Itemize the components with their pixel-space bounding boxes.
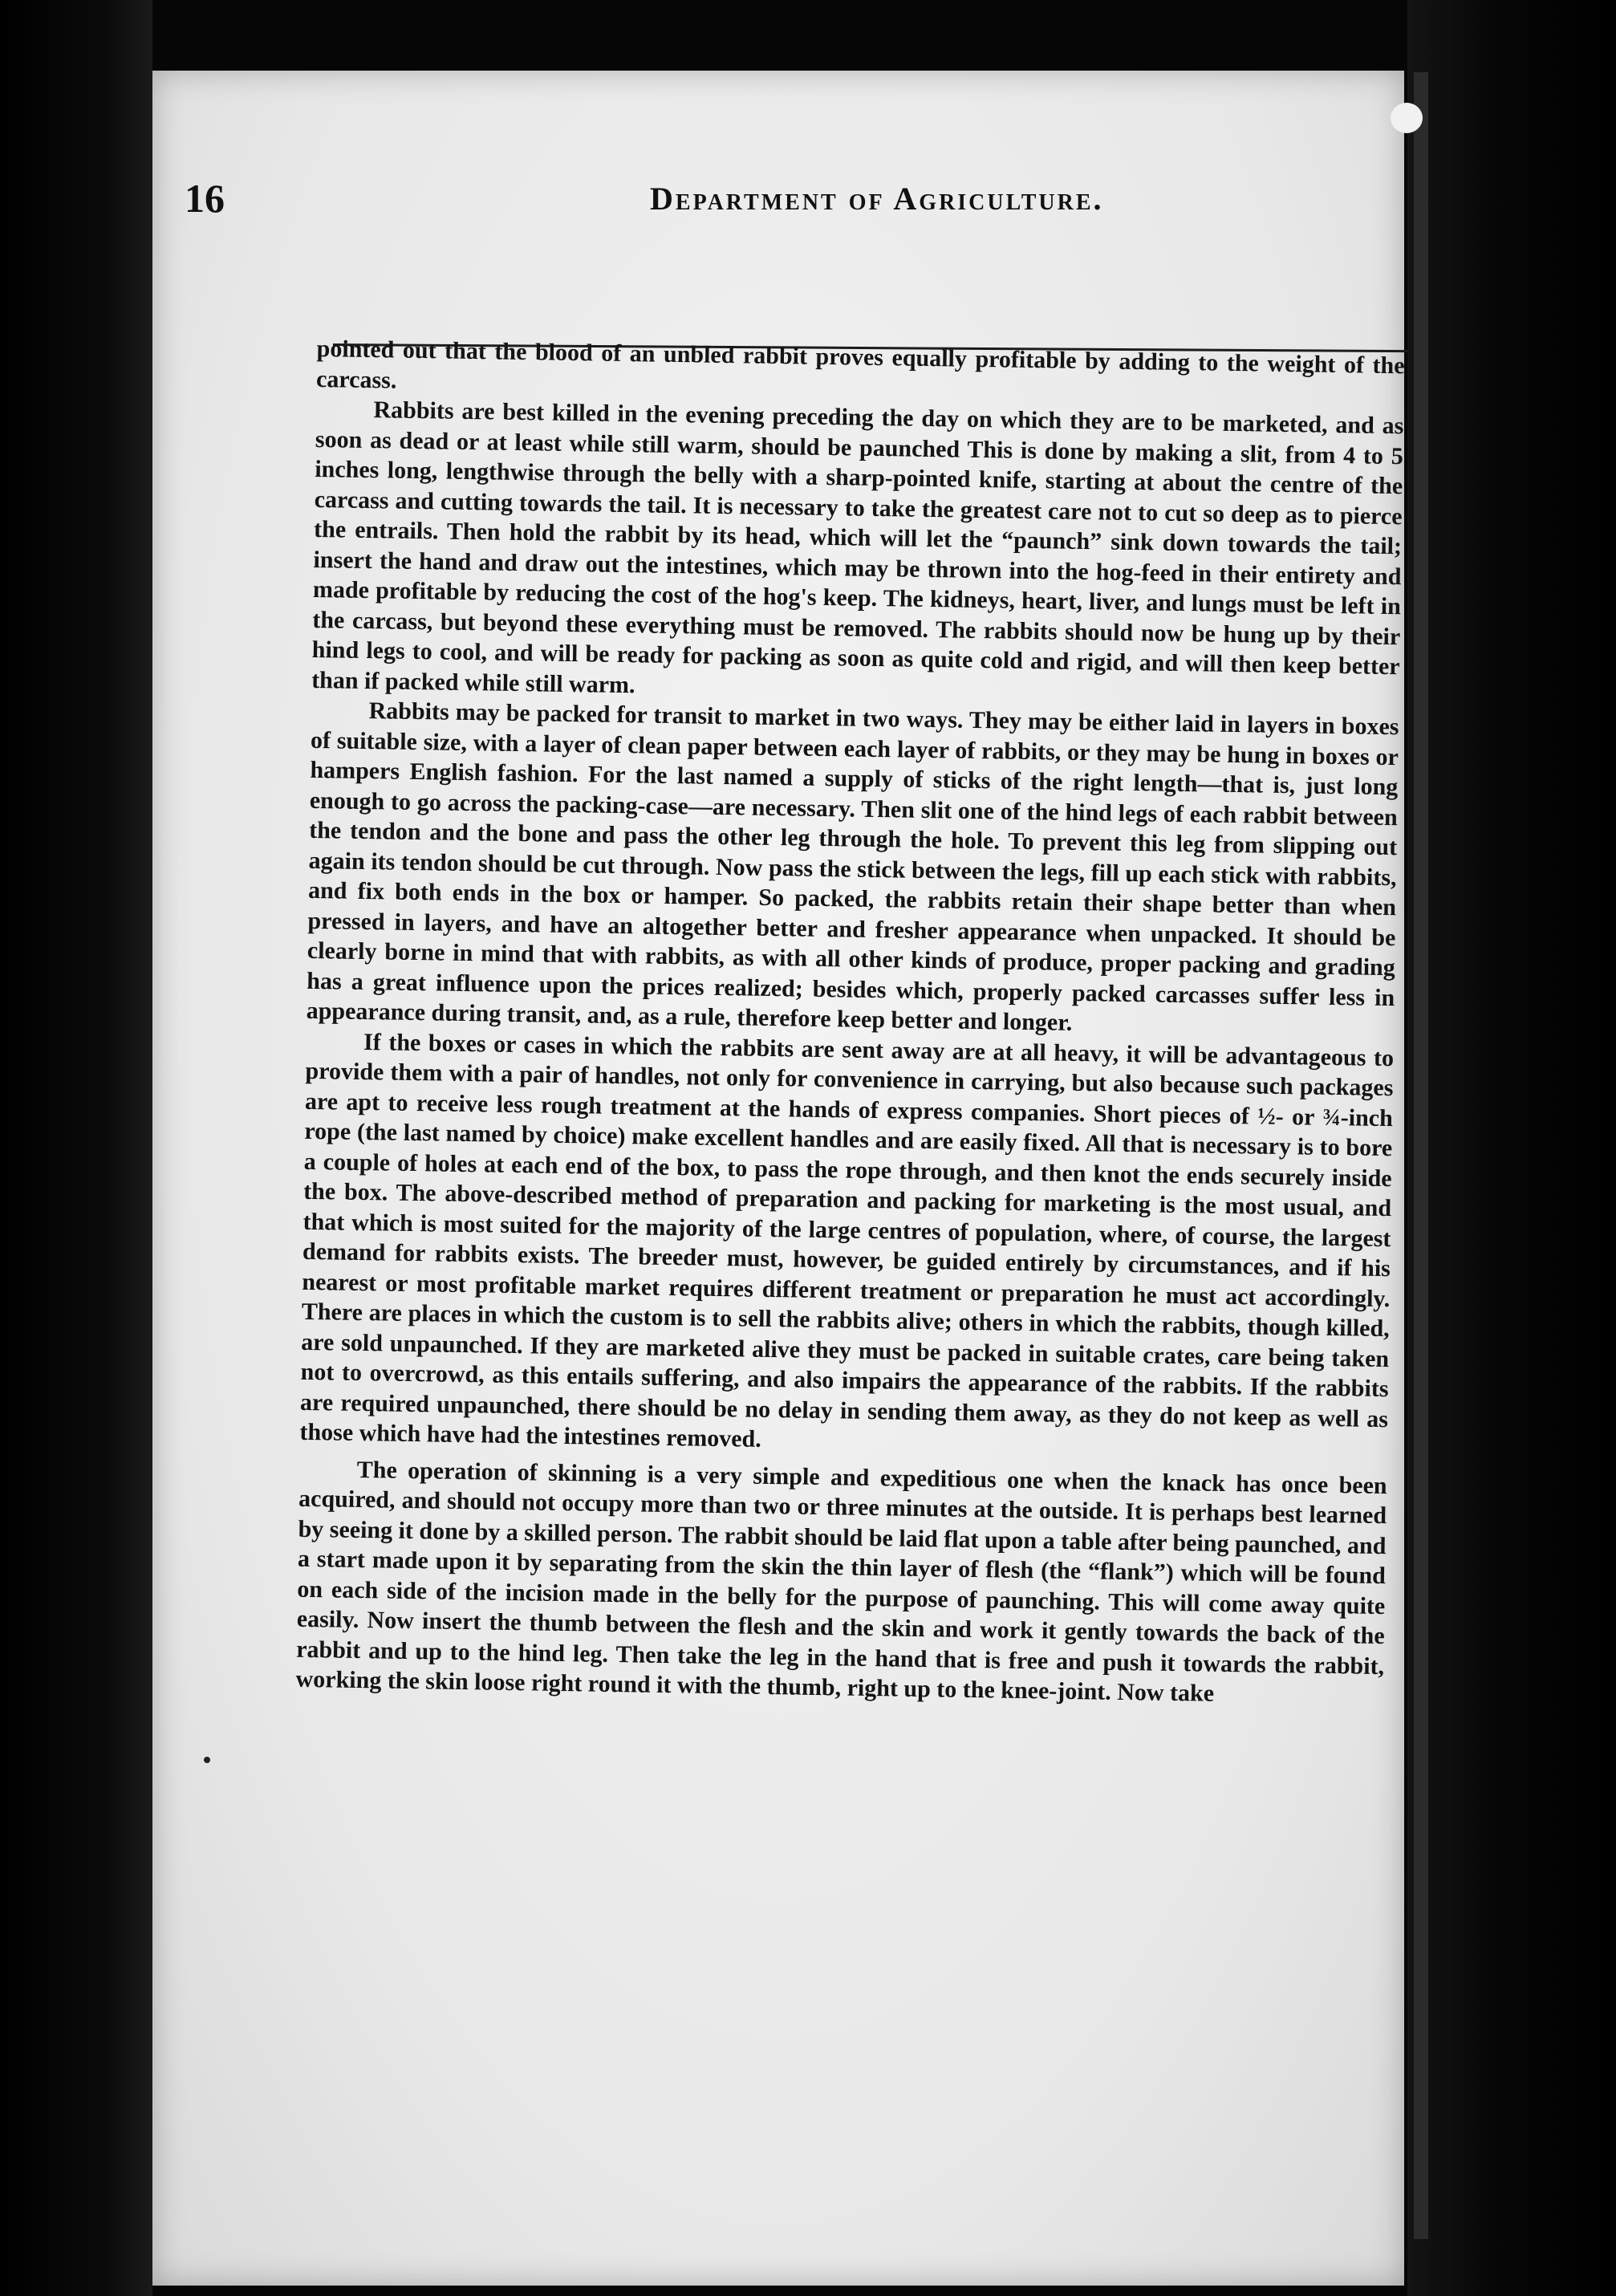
scan-border-right [1407, 0, 1616, 2296]
page-header [185, 175, 1404, 226]
paragraph-continuation: pointed out that the blood of an unbled rabbit proves equally profitable by adding to the weight of the carcass. [315, 335, 1405, 394]
scan-border-left [0, 0, 152, 2296]
page-edge-shadow [1414, 72, 1428, 2239]
paragraph-packing: Rabbits may be packed for transit to market in two ways. They may be either laid in layers in boxes of suitable size, with a layer of clean paper between each layer of rabbits, or they may be hung in boxes or hampers English fashion. For the last named a supply of sticks of the right length—that is, just long enough to go across the packing-case—are necessary. Then slit one of the hind legs of each rabbit between the tendon and the bone and pass the other leg through the hole. To prevent this leg from slipping out again its tendon should be cut through. Now pass the stick between the legs, fill up each stick with rabbits, and fix both ends in the box or hamper. So packed, the rabbits retain their shape better than when pressed in layers, and have an altogether better and fresher appearance when unpacked. It should be clearly borne in mind that with rabbits, as with all other kinds of produce, proper packing and grading has a great influence upon the prices realized; besides which, properly packed carcasses suffer less in appearance during transit, and, as a rule, therefore keep better and longer. [306, 697, 1399, 1036]
paragraph-handles: If the boxes or cases in which the rabbits are sent away are at all heavy, it will be advantageous to provide them with a pair of handles, not only for convenience in carrying, but also because such packages are apt to receive less rough treatment at the hands of express companies. Short pieces of ½- or ¾-inch rope (the last named by choice) make excellent handles and are easily fixed. All that is necessary is to bore a couple of holes at each end of the box, to pass the rope through, and then knot the ends securely inside the box. The above-described method of preparation and packing for marketing is the most usual, and that which is most suited for the majority of the large centres of population, where, of course, the largest demand for rabbits exists. The breeder must, however, be guided entirely by circumstances, and if his nearest or most profitable market requires different treatment or preparation he must act accordingly. There are places in which the custom is to sell the rabbits alive; others in which the rabbits, though killed, are sold unpaunched. If they are marketed alive they must be packed in suitable crates, care being taken not to overcrowd, as this entails suffering, and also impairs the appearance of the rabbits. If the rabbits are required unpaunched, there should be no delay in sending them away, as they do not keep as well as those which have had the intestines removed. [299, 1028, 1395, 1453]
scan-artifact-dot [1391, 103, 1423, 133]
paragraph-killing: Rabbits are best killed in the evening preceding the day on which they are to be marketed, and as soon as dead or at least while still warm, should be paunched This is done by making a slit, from 4 to 5 inches long, lengthwise through the belly with a sharp-pointed knife, starting at about the centre of the carcass and cutting towards the tail. It is necessary to take the greatest care not to cut so deep as to pierce the entrails. Then hold the rabbit by its head, which will let the “paunch” sink down towards the tail; insert the hand and draw out the intestines, which may be thrown into the hog-feed in their entirety and made profitable by reducing the cost of the hog's keep. The kidneys, heart, liver, and lungs must be left in the carcass, but beyond these everything must be removed. The rabbits should now be hung up by their hind legs to cool, and will be ready for packing as soon as quite cold and rigid, and will then keep better than if packed while still warm. [311, 396, 1404, 698]
paragraph-skinning: The operation of skinning is a very simple and expeditious one when the knack has once been acquired, and should not occupy more than two or three minutes at the outside. It is perhaps best learned by seeing it done by a skilled person. The rabbit should be laid flat upon a table after being paunched, and a start made upon it by separating from the skin the thin layer of flesh (the “flank”) which will be found on each side of the incision made in the belly for the purpose of paunching. This will come away quite easily. Now insert the thumb between the flesh and the skin and work it gently towards the back of the rabbit and up to the hind leg. Then take the leg in the hand that is free and push it towards the rabbit, working the skin loose right round it with the thumb, right up to the knee-joint. Now take [295, 1456, 1387, 1707]
margin-mark [204, 1757, 210, 1763]
page-number: 16 [185, 176, 225, 221]
running-head: Department of Agriculture. [650, 181, 1104, 217]
page-body [295, 334, 1404, 1712]
